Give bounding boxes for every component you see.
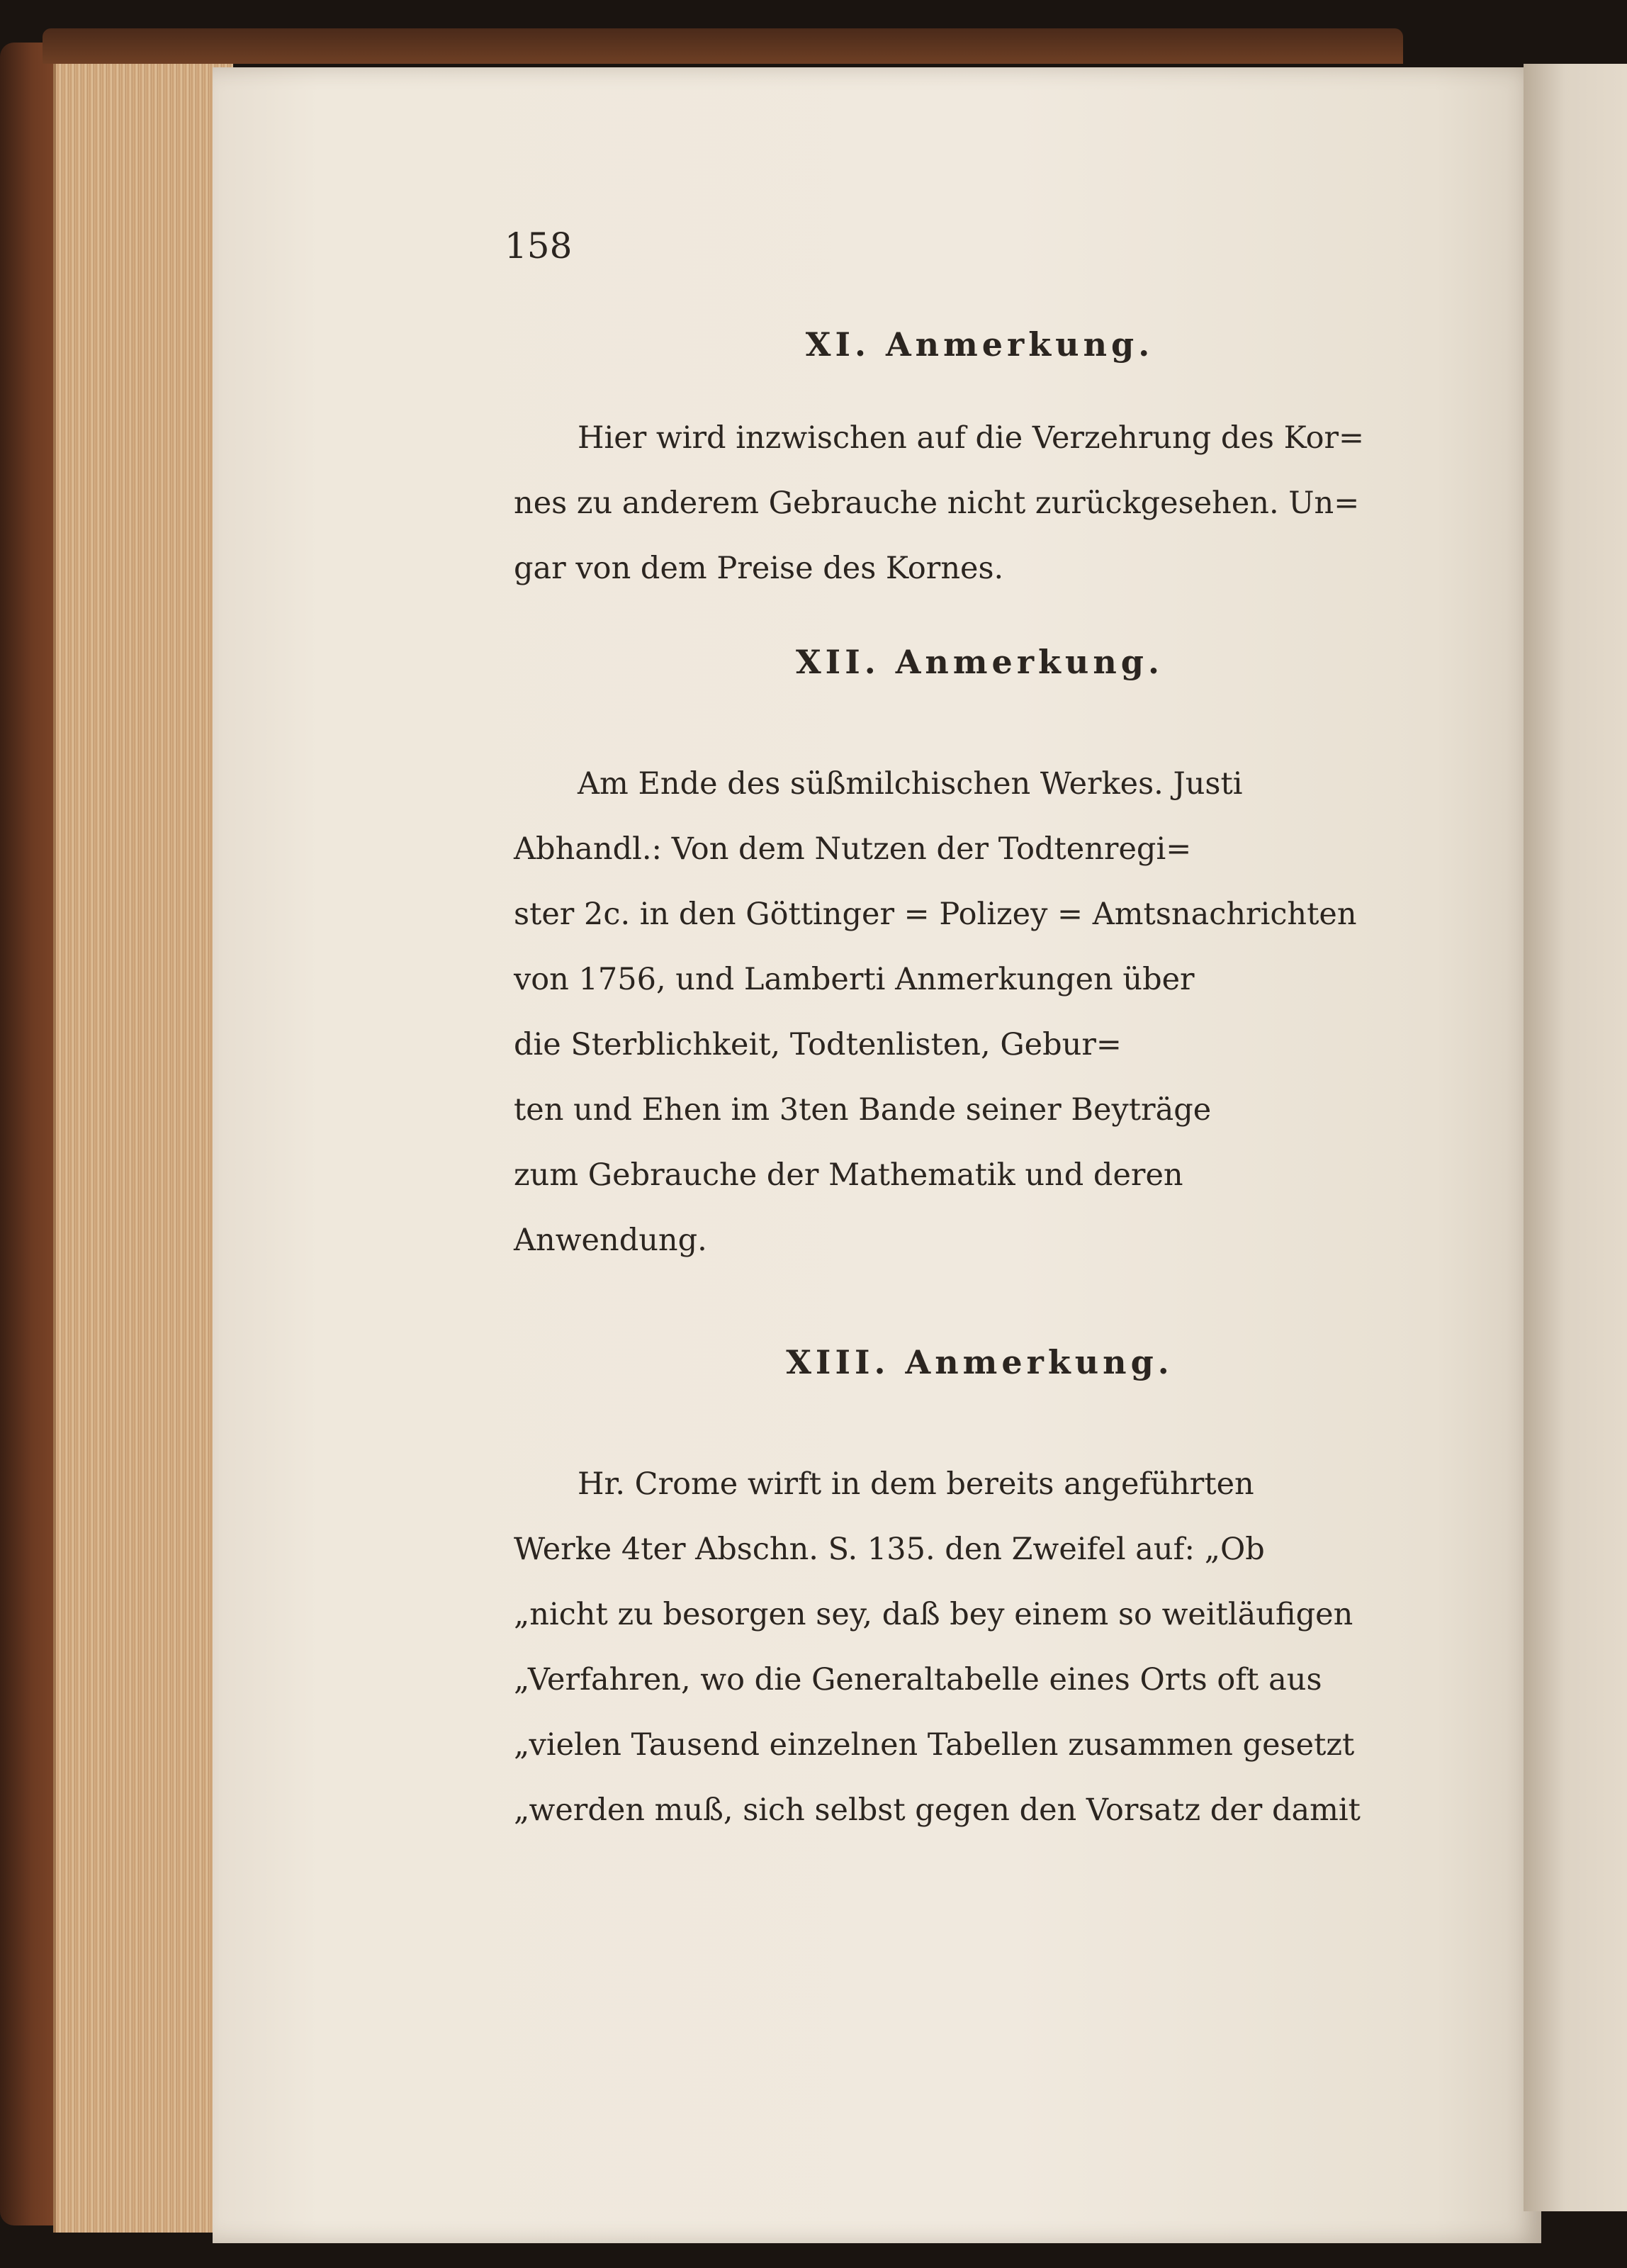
text-line: Hier wird inzwischen auf die Verzehrung des Kor= (578, 420, 1365, 456)
text-line: Hr. Crome wirft in dem bereits angeführten (578, 1466, 1254, 1502)
text-line: Werke 4ter Abschn. S. 135. den Zweifel auf: „Ob (514, 1532, 1265, 1567)
text-line: die Sterblichkeit, Todtenlisten, Gebur= (514, 1027, 1122, 1062)
paragraph-xii (514, 751, 1403, 1273)
text-line: ster 2c. in den Göttinger = Polizey = Amtsnachrichten (514, 897, 1357, 932)
text-line: „nicht zu besorgen sey, daß bey einem so weitläufigen (514, 1597, 1353, 1632)
text-line: zum Gebrauche der Mathematik und deren (514, 1157, 1183, 1193)
page-text (514, 234, 1403, 1843)
section-heading-xi: XI. Anmerkung. (805, 325, 1154, 364)
section-heading-xii: XII. Anmerkung. (795, 643, 1164, 681)
text-line: von 1756, und Lamberti Anmerkungen über (514, 962, 1195, 997)
paragraph-xiii (514, 1452, 1403, 1843)
book-cover-top (43, 28, 1403, 64)
text-line: gar von dem Preise des Kornes. (514, 551, 1004, 586)
page-number: 158 (505, 225, 573, 266)
text-line: Anwendung. (514, 1223, 707, 1258)
text-line: „vielen Tausend einzelnen Tabellen zusammen gesetzt (514, 1727, 1355, 1763)
text-line: Am Ende des süßmilchischen Werkes. Justi (578, 766, 1243, 802)
section-heading-xiii: XIII. Anmerkung. (786, 1343, 1173, 1381)
paragraph-xi (514, 405, 1403, 601)
text-line: ten und Ehen im 3ten Bande seiner Beyträge (514, 1092, 1212, 1128)
text-line: Abhandl.: Von dem Nutzen der Todtenregi= (514, 831, 1192, 867)
text-line: „Verfahren, wo die Generaltabelle eines Orts oft aus (514, 1662, 1322, 1697)
facing-page (1524, 64, 1627, 2211)
page-edges (53, 64, 233, 2233)
text-line: nes zu anderem Gebrauche nicht zurückgesehen. Un= (514, 485, 1360, 521)
text-line: „werden muß, sich selbst gegen den Vorsatz der damit (514, 1792, 1361, 1828)
